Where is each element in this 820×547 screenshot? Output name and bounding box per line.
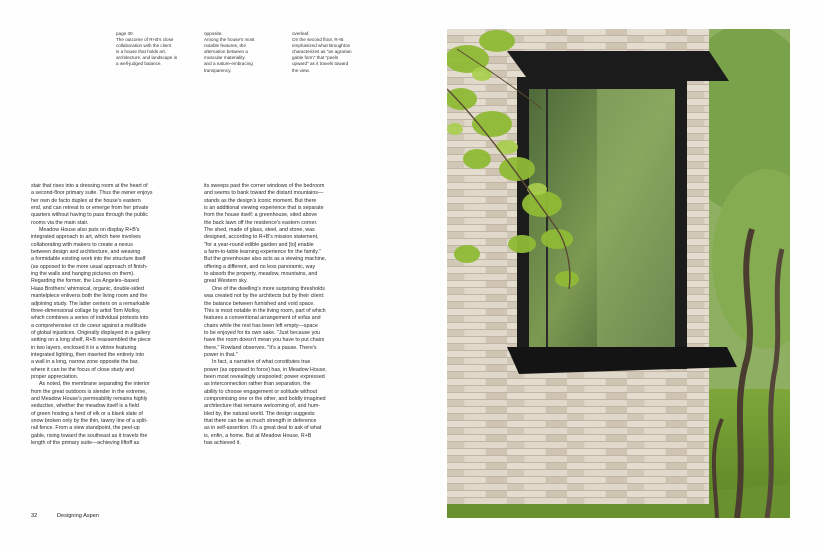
body-column-2 (204, 183, 365, 447)
caption-line: alternation between a (204, 49, 248, 55)
body-line: from the house itself: a greenhouse, sited above (204, 212, 318, 219)
body-line: compromising one or the other, and boldly imagined (204, 395, 326, 402)
body-line: seductive, whether the meadow itself is a field (31, 403, 139, 410)
body-line: was created not by the architects but by their client: (204, 293, 325, 300)
body-line: ing the walls and hanging pictures on them). (31, 271, 135, 278)
body-line: of green hosting a herd of elk or a blank slate of (31, 410, 143, 417)
body-line: and seems to bank toward the distant mountains— (204, 190, 324, 197)
body-line: One of the dwelling's more surprising thresholds (212, 285, 325, 292)
body-line: Regarding the former, the Los Angeles–based (31, 278, 139, 285)
section-title: Designing Aspen (57, 513, 99, 519)
body-line: between design and architecture, and weaving (31, 249, 141, 256)
caption-line: architecture, and landscape in (116, 55, 178, 61)
caption-line: On the second floor, R+B (292, 37, 344, 43)
body-line: setting on a long shelf, R+B reassembled the piece (31, 337, 151, 344)
body-line: quarters without having to pass through the public (31, 212, 148, 219)
body-line: snow broken only by the thin, tawny line of a split- (31, 418, 148, 424)
body-line: a farm-to-table learning experience for the family." (204, 249, 321, 256)
body-line: collaborating with makers to create a nexus (31, 241, 133, 248)
body-line: This is most notable in the living room, part of which (204, 307, 326, 314)
caption-line: page 30. (116, 31, 134, 36)
body-line: that there can be as much strength in deference (204, 418, 317, 424)
body-line: been most revealingly unspooled: power expressed (204, 373, 325, 380)
body-line: (as opposed to the more usual approach of finish- (31, 263, 148, 270)
body-line: three-dimensional collage by artist Tom Molloy, (31, 307, 141, 314)
body-line: there," Rowland observes. "It's a pause. There's (204, 344, 317, 351)
caption-page30 (116, 31, 198, 68)
body-line: proper appreciation. (31, 373, 79, 380)
body-line: of global injustices. Originally displayed in a gallery (31, 329, 151, 336)
body-line: Haas Brothers' whimsical, organic, double-sided (31, 285, 144, 292)
caption-line: The outcome of R+B's close (116, 37, 174, 43)
body-line: as in self-assertion. It's a great deal to ask of what (204, 425, 322, 432)
body-paragraph (204, 286, 365, 359)
body-line: In fact, a narrative of what constitutes true (212, 359, 311, 366)
body-line: a formidable existing work into the structure itself (31, 256, 146, 263)
caption-overleaf (292, 31, 374, 74)
body-line: integrated lighting, then inserted the entirety into (31, 351, 145, 358)
page-number: 32 (31, 513, 38, 519)
body-line: ability to choose engagement or solitude without (204, 388, 318, 395)
body-column-1 (31, 183, 192, 447)
body-line: chairs while the rest has been left empty—space (204, 322, 318, 329)
body-paragraph (31, 381, 192, 447)
body-line: as interconnection rather than separation, the (204, 381, 311, 388)
body-line: is, enfin, a home. But at Meadow House, R+B (204, 432, 312, 439)
body-line: its sweeps past the corner windows of the bedroom (204, 183, 325, 189)
body-paragraph (204, 183, 365, 286)
body-line: length of the primary suite—achieving liftoff as (31, 440, 140, 447)
body-line: a wall in a long, narrow zone opposite the bar, (31, 359, 139, 366)
body-line: to absorb the property, meadow, mountains, and (204, 271, 318, 278)
caption-line: characterizes as "an agrarian (292, 49, 352, 55)
body-line: Meadow House also puts on display R+B's (39, 227, 140, 234)
body-line: mantelpiece enlivens both the living room and the (31, 293, 148, 300)
body-line: the balance between furnished and void space. (204, 300, 315, 307)
body-line: great Western sky. (204, 278, 248, 285)
body-line: power (as opposed to force) has, in Meadow House, (204, 366, 327, 373)
caption-line: gable form" that "peels (292, 55, 339, 61)
body-line: her own de facto duplex at the house's eastern (31, 197, 141, 204)
caption-line: Among the house's most (204, 37, 255, 43)
caption-line: the view. (292, 67, 310, 73)
body-line: a second-floor primary suite. Thus the owner enjoys (31, 190, 153, 197)
caption-opposite (204, 31, 286, 74)
body-line: As noted, the membrane separating the interior (39, 381, 150, 388)
body-line: stair that rises into a dressing room at the heart of (31, 183, 148, 189)
body-line: have the room doesn't mean you have to put chairs (204, 337, 325, 344)
body-line: a comprehensive cri de coeur against a multitude (31, 322, 147, 329)
caption-line: is a house that holds art, (116, 49, 167, 55)
body-line: has achieved it. (204, 440, 241, 447)
body-line: offering a different, and no less panoramic, way (204, 263, 316, 270)
caption-line: and a nature-embracing (204, 61, 253, 67)
caption-line: overleaf. (292, 31, 310, 36)
body-line: where it can be the focus of close study and (31, 366, 135, 373)
body-line: architecture that remains welcoming of, and hum- (204, 403, 320, 410)
body-line: from the great outdoors is slender in the extreme, (31, 388, 147, 395)
caption-line: notable features, the (204, 43, 246, 49)
body-line: the back lawn off the residence's eastern corner. (204, 219, 318, 226)
body-line: to be enjoyed for its own sake. "Just because you (204, 329, 321, 336)
body-line: But the greenhouse also acts as a viewing machine, (204, 256, 327, 263)
body-line: bled by, the natural world. The design suggests (204, 410, 315, 417)
body-paragraph (31, 183, 192, 227)
caption-line: a well-judged balance. (116, 61, 162, 67)
body-line: gable, rising toward the southeast as it travels the (31, 432, 148, 439)
caption-line: muscular materiality (204, 55, 245, 61)
body-line: end, and can retreat to or emerge from her private (31, 205, 149, 212)
body-line: designed, according to R+B's mission statement, (204, 234, 319, 241)
body-line: integrated approach to art, which here involves (31, 234, 141, 241)
photo-window-stone-wall (447, 29, 790, 518)
body-line: rail fence. From a view standpoint, the peel-up (31, 425, 140, 432)
body-paragraph (31, 227, 192, 381)
body-line: stands as the design's iconic moment. But there (204, 197, 317, 204)
body-line: rooms via the main stair. (31, 219, 89, 226)
body-line: "for a year-round edible garden and [to] enable (204, 241, 314, 248)
body-line: which combines a series of individual protests into (31, 315, 149, 322)
body-paragraph (204, 359, 365, 447)
body-line: The shed, made of glass, steel, and stone, was (204, 227, 315, 234)
body-line: is an additional viewing experience that is separate (204, 205, 324, 212)
caption-line: upward" as it travels toward (292, 61, 349, 67)
photo-illustration (447, 29, 790, 518)
caption-line: collaboration with the client (116, 43, 172, 49)
body-line: features a conventional arrangement of sofas and (204, 315, 321, 322)
body-line: in two layers, enclosed it in a vitrine featuring (31, 344, 137, 351)
body-line: and Meadow House's permeability remains highly (31, 395, 148, 402)
caption-line: opposite. (204, 31, 223, 36)
caption-line: emphasized what Broughton (292, 43, 351, 49)
body-line: power in that." (204, 351, 238, 358)
caption-line: transparency. (204, 67, 232, 73)
body-line: adjoining study. The latter centers on a remarkable (31, 300, 150, 307)
